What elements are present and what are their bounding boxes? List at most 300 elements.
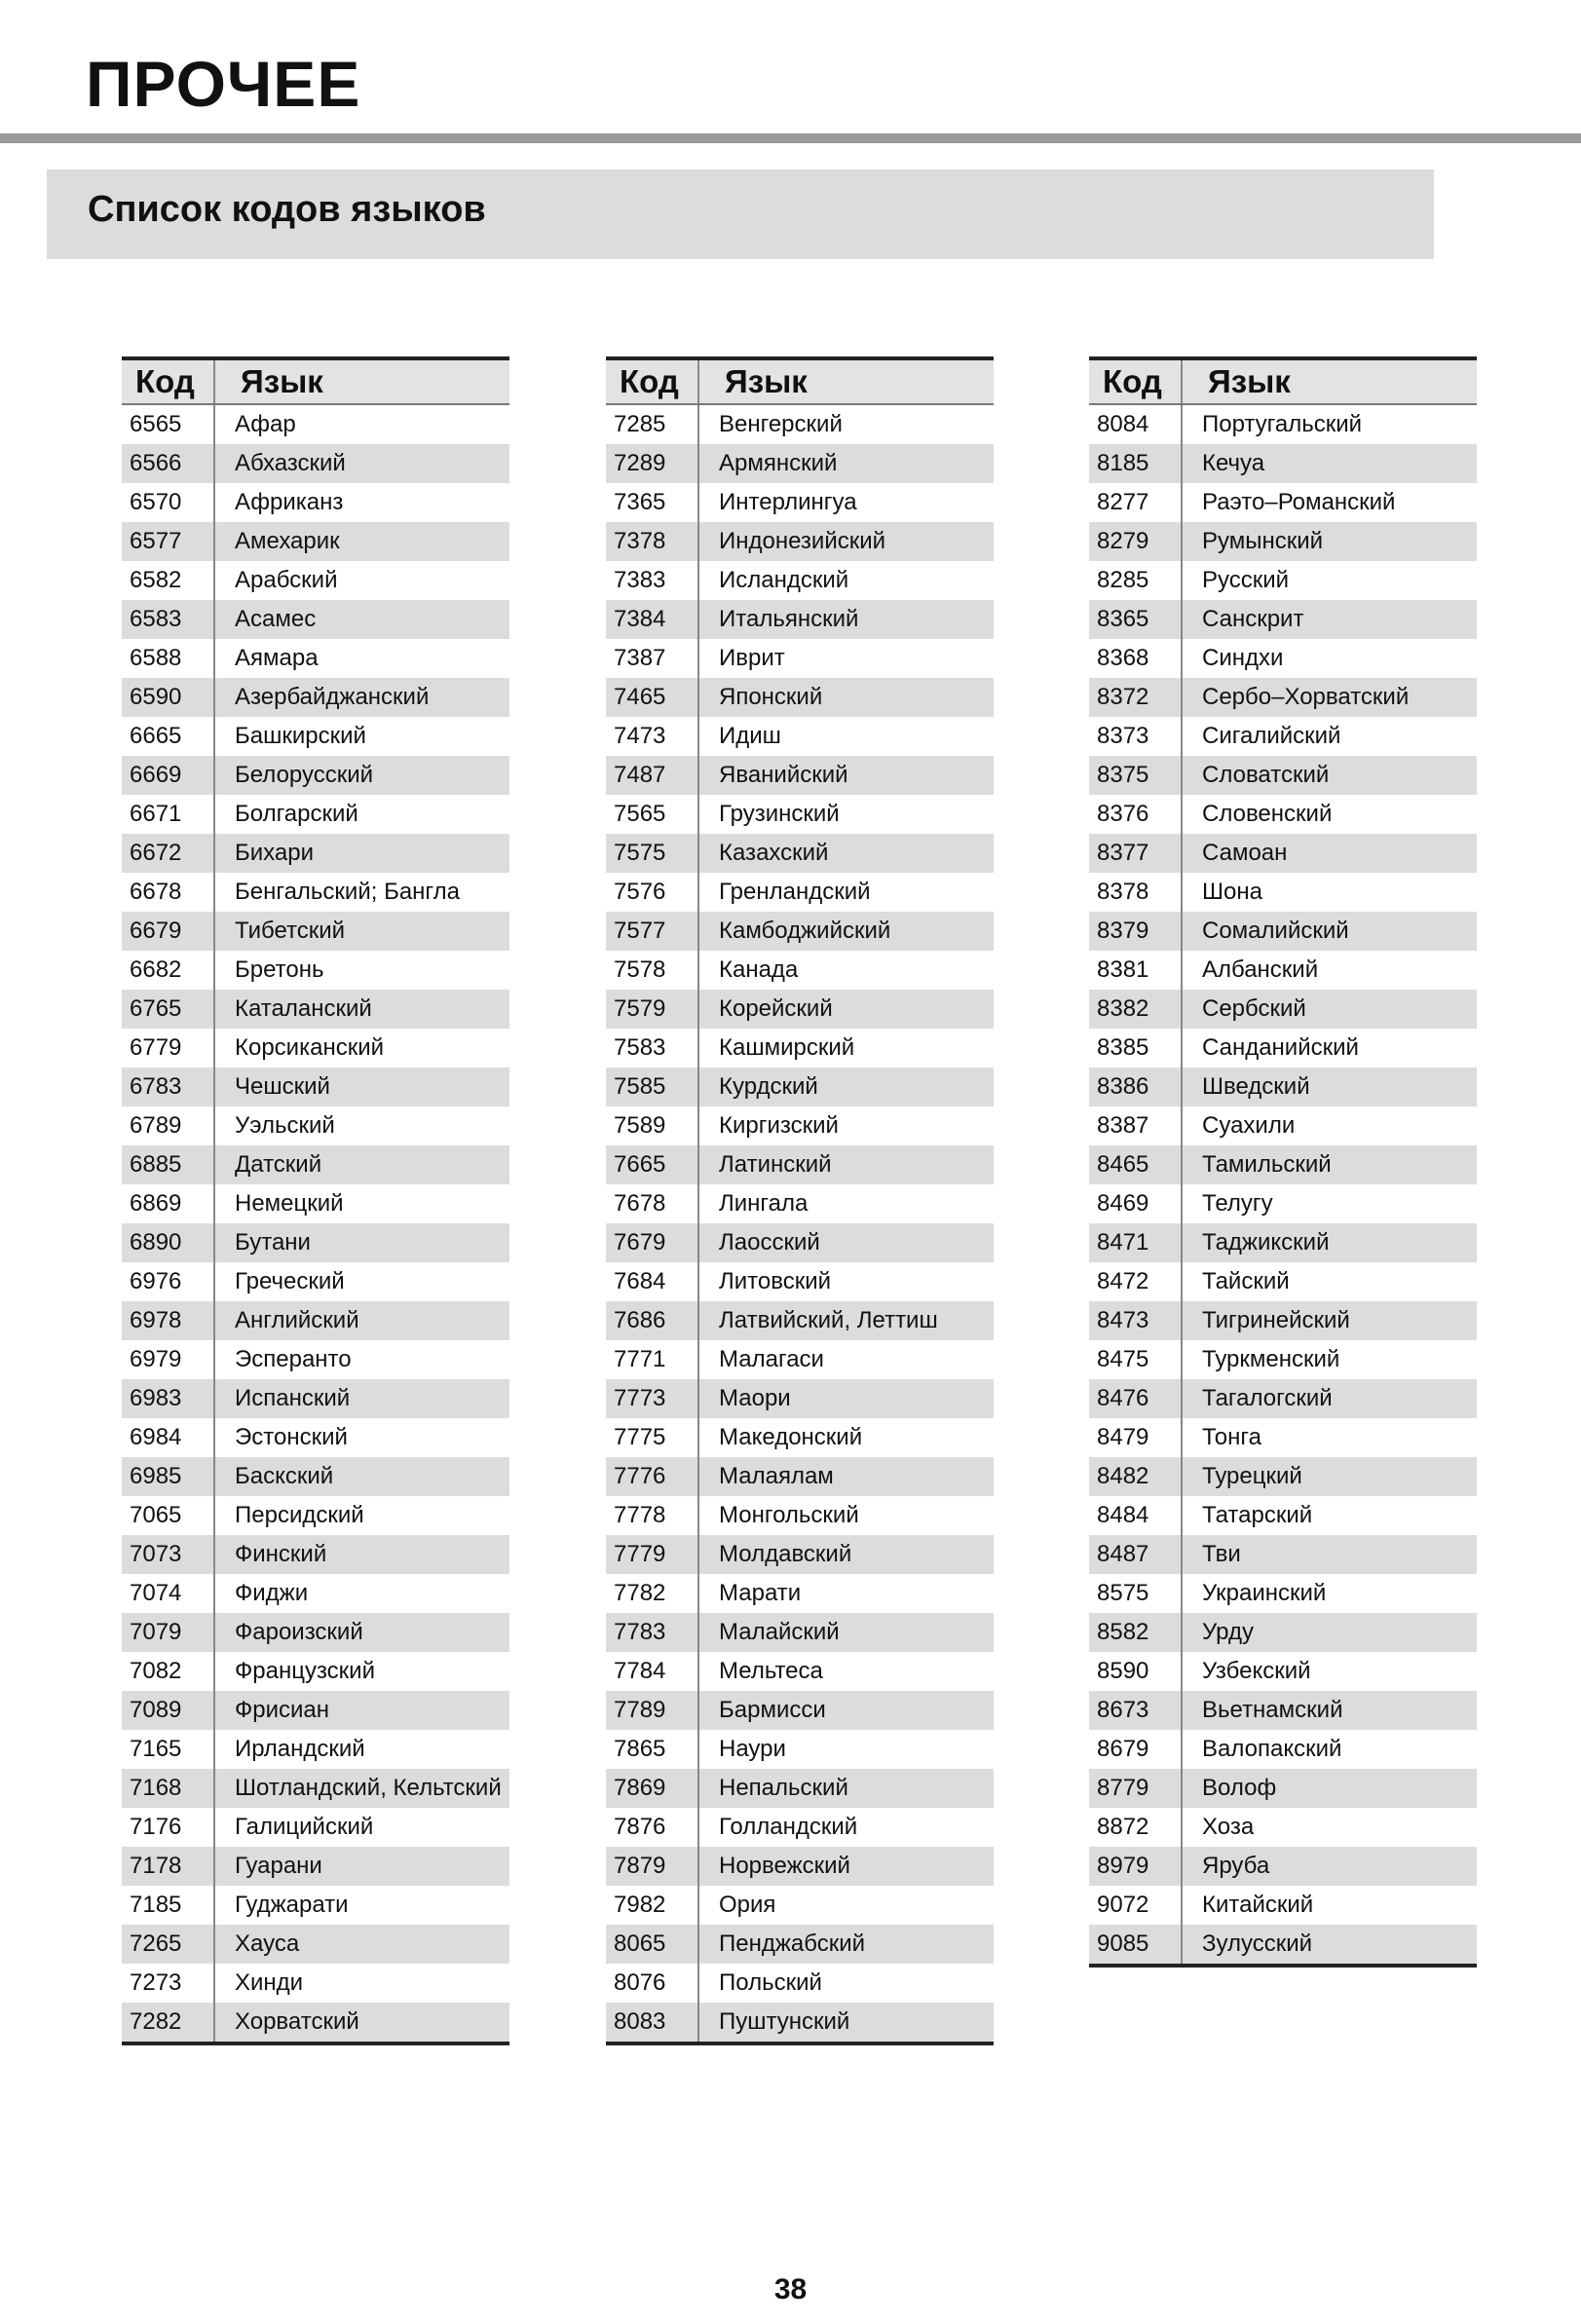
language-code-cell: 6570 <box>122 483 214 522</box>
language-code-cell: 6577 <box>122 522 214 561</box>
language-name-cell: Пенджабский <box>698 1925 994 1964</box>
table-row <box>606 444 994 483</box>
language-name-cell: Иврит <box>719 645 785 671</box>
language-code-cell: 6682 <box>122 951 214 990</box>
table-row <box>606 404 994 444</box>
language-name-cell: Тибетский <box>214 912 509 951</box>
language-name-cell: Словенский <box>1202 801 1333 827</box>
language-code-cell: 7778 <box>606 1496 698 1535</box>
table-row <box>1089 1262 1477 1301</box>
language-code-cell: 6588 <box>122 639 214 678</box>
language-code-cell: 8476 <box>1089 1379 1182 1418</box>
language-name-cell: Финский <box>214 1535 509 1574</box>
language-name-cell: Венгерский <box>719 411 843 437</box>
language-code-cell: 7387 <box>606 639 698 678</box>
language-code-cell: 7684 <box>606 1262 698 1301</box>
table-row <box>122 1068 509 1106</box>
language-name-cell: Португальский <box>1202 411 1363 437</box>
table-row <box>1089 1029 1477 1068</box>
language-name-cell: Норвежский <box>698 1847 994 1886</box>
table-row <box>1089 404 1477 444</box>
table-row <box>606 1847 994 1886</box>
language-name-cell: Суахили <box>1202 1112 1296 1139</box>
table-row <box>122 795 509 834</box>
table-row <box>1089 1769 1477 1808</box>
language-name-cell: Бутани <box>214 1223 509 1262</box>
language-name-cell: Армянский <box>698 444 994 483</box>
table-row <box>606 1029 994 1068</box>
table-row <box>1089 483 1477 522</box>
language-code-cell: 7665 <box>606 1145 698 1184</box>
language-code-cell: 6669 <box>122 756 214 795</box>
language-code-cell: 8979 <box>1089 1847 1182 1886</box>
table-row <box>122 1379 509 1418</box>
language-code-cell: 7869 <box>606 1769 698 1808</box>
language-code-cell: 7089 <box>122 1691 214 1730</box>
language-name-cell: Киргизский <box>719 1112 839 1139</box>
language-name-cell: Туркменский <box>1202 1346 1340 1372</box>
language-code-cell: 7678 <box>606 1184 698 1223</box>
language-name-cell: Кашмирский <box>719 1034 855 1061</box>
table-row <box>1089 951 1477 990</box>
table-row <box>122 1145 509 1184</box>
language-name-cell: Сербский <box>1182 990 1477 1029</box>
language-code-cell: 8378 <box>1089 873 1182 912</box>
language-code-cell: 6885 <box>122 1145 214 1184</box>
language-code-cell: 7168 <box>122 1769 214 1808</box>
language-code-cell: 7576 <box>606 873 698 912</box>
table-row <box>606 1457 994 1496</box>
language-column-header: Язык <box>698 358 994 404</box>
table-row <box>606 1106 994 1145</box>
table-row <box>1089 678 1477 717</box>
table-row <box>1089 1457 1477 1496</box>
language-name-cell: Узбекский <box>1202 1658 1311 1684</box>
table-row <box>606 1379 994 1418</box>
language-code-cell: 7784 <box>606 1652 698 1691</box>
language-code-cell: 6779 <box>122 1029 214 1068</box>
language-name-cell: Непальский <box>698 1769 994 1808</box>
table-row <box>122 1106 509 1145</box>
language-code-cell: 8779 <box>1089 1769 1182 1808</box>
language-code-cell: 8575 <box>1089 1574 1182 1613</box>
table-row <box>122 1652 509 1691</box>
table-row <box>606 756 994 795</box>
language-code-cell: 7575 <box>606 834 698 873</box>
table-row <box>122 1886 509 1925</box>
language-code-cell: 6583 <box>122 600 214 639</box>
language-code-cell: 6590 <box>122 678 214 717</box>
language-name-cell: Турецкий <box>1182 1457 1477 1496</box>
code-column-header: Код <box>1089 358 1182 404</box>
table-row <box>122 1301 509 1340</box>
table-row <box>1089 1068 1477 1106</box>
table-row <box>122 678 509 717</box>
language-code-cell: 6984 <box>122 1418 214 1457</box>
table-row <box>1089 1652 1477 1691</box>
language-code-cell: 7384 <box>606 600 698 639</box>
table-row <box>606 873 994 912</box>
table-row <box>122 483 509 522</box>
language-name-cell: Азербайджанский <box>214 678 509 717</box>
language-code-cell: 7273 <box>122 1964 214 2003</box>
language-name-cell: Уэльский <box>235 1112 335 1139</box>
table-row <box>606 1925 994 1964</box>
language-name-cell: Греческий <box>235 1268 345 1294</box>
language-code-cell: 8279 <box>1089 522 1182 561</box>
language-name-cell: Хинди <box>235 1969 304 1996</box>
language-name-cell: Словатский <box>1182 756 1477 795</box>
language-code-cell: 8372 <box>1089 678 1182 717</box>
language-code-cell: 6869 <box>122 1184 214 1223</box>
table-row <box>122 951 509 990</box>
table-row <box>1089 639 1477 678</box>
language-name-cell: Тагалогский <box>1182 1379 1477 1418</box>
language-code-cell: 7577 <box>606 912 698 951</box>
language-code-cell: 8083 <box>606 2003 698 2043</box>
language-code-cell: 8471 <box>1089 1223 1182 1262</box>
table-row <box>606 1145 994 1184</box>
language-name-cell: Японский <box>698 678 994 717</box>
language-code-cell: 8277 <box>1089 483 1182 522</box>
language-name-cell: Зулусский <box>1182 1925 1477 1966</box>
table-row <box>1089 795 1477 834</box>
language-code-cell: 7185 <box>122 1886 214 1925</box>
language-code-cell: 7773 <box>606 1379 698 1418</box>
language-name-cell: Каталанский <box>214 990 509 1029</box>
language-code-cell: 6566 <box>122 444 214 483</box>
language-name-cell: Украинский <box>1202 1580 1327 1606</box>
table-row <box>606 951 994 990</box>
table-row <box>1089 1223 1477 1262</box>
language-name-cell: Хоза <box>1202 1814 1255 1840</box>
language-name-cell: Амехарик <box>214 522 509 561</box>
table-row <box>122 1925 509 1964</box>
language-name-cell: Марати <box>719 1580 802 1606</box>
table-row <box>606 600 994 639</box>
language-code-cell: 7082 <box>122 1652 214 1691</box>
language-name-cell: Африканз <box>235 489 344 515</box>
language-code-cell: 7579 <box>606 990 698 1029</box>
language-name-cell: Литовский <box>719 1268 832 1294</box>
language-name-cell: Арабский <box>235 567 338 593</box>
table-row <box>606 1886 994 1925</box>
language-name-cell: Наури <box>719 1736 786 1762</box>
language-code-cell: 7789 <box>606 1691 698 1730</box>
language-code-cell: 8484 <box>1089 1496 1182 1535</box>
language-name-cell: Казахский <box>698 834 994 873</box>
language-name-cell: Исландский <box>719 567 849 593</box>
language-name-cell: Лаосский <box>698 1223 994 1262</box>
language-name-cell: Афар <box>235 411 296 437</box>
language-code-cell: 8084 <box>1089 404 1182 444</box>
table-row <box>606 1301 994 1340</box>
language-name-cell: Гуджарати <box>235 1892 349 1918</box>
table-row <box>1089 1418 1477 1457</box>
table-row <box>122 1769 509 1808</box>
language-name-cell: Лингала <box>719 1190 809 1217</box>
language-code-cell: 6789 <box>122 1106 214 1145</box>
table-row <box>606 795 994 834</box>
language-name-cell: Малагаси <box>719 1346 824 1372</box>
language-name-cell: Фароизский <box>214 1613 509 1652</box>
language-name-cell: Кечуа <box>1182 444 1477 483</box>
language-name-cell: Болгарский <box>235 801 358 827</box>
language-code-cell: 8386 <box>1089 1068 1182 1106</box>
language-code-cell: 6678 <box>122 873 214 912</box>
language-name-cell: Курдский <box>698 1068 994 1106</box>
language-code-cell: 7079 <box>122 1613 214 1652</box>
language-name-cell: Санскрит <box>1182 600 1477 639</box>
language-code-cell: 7578 <box>606 951 698 990</box>
table-row <box>606 1068 994 1106</box>
language-name-cell: Итальянский <box>698 600 994 639</box>
table-row <box>1089 1808 1477 1847</box>
language-code-cell: 6976 <box>122 1262 214 1301</box>
language-code-cell: 7876 <box>606 1808 698 1847</box>
table-row <box>606 1964 994 2003</box>
language-code-cell: 8469 <box>1089 1184 1182 1223</box>
language-name-cell: Камбоджийский <box>698 912 994 951</box>
table-row <box>1089 834 1477 873</box>
language-code-cell: 6671 <box>122 795 214 834</box>
table-row <box>606 912 994 951</box>
language-code-cell: 6985 <box>122 1457 214 1496</box>
table-row <box>606 561 994 600</box>
table-header-row <box>606 358 994 404</box>
language-name-cell: Эстонский <box>235 1424 348 1450</box>
table-row <box>1089 717 1477 756</box>
table-row <box>122 522 509 561</box>
table-row <box>606 2003 994 2043</box>
code-column-header: Код <box>122 358 214 404</box>
language-name-cell: Асамес <box>214 600 509 639</box>
language-name-cell: Аямара <box>235 645 319 671</box>
language-code-cell: 8487 <box>1089 1535 1182 1574</box>
language-code-cell: 7879 <box>606 1847 698 1886</box>
language-name-cell: Таджикский <box>1182 1223 1477 1262</box>
language-code-cell: 8065 <box>606 1925 698 1964</box>
table-row <box>122 1184 509 1223</box>
language-code-cell: 8479 <box>1089 1418 1182 1457</box>
section-title: Список кодов языков <box>88 189 486 230</box>
language-name-cell: Галицийский <box>235 1814 374 1840</box>
language-name-cell: Белорусский <box>214 756 509 795</box>
table-header-row <box>1089 358 1477 404</box>
language-name-cell: Самоан <box>1182 834 1477 873</box>
table-row <box>1089 1145 1477 1184</box>
language-name-cell: Хорватский <box>214 2003 509 2043</box>
language-code-cell: 6679 <box>122 912 214 951</box>
language-name-cell: Тамильский <box>1182 1145 1477 1184</box>
table-row <box>606 1730 994 1769</box>
language-code-cell: 8381 <box>1089 951 1182 990</box>
language-name-cell: Мельтеса <box>719 1658 823 1684</box>
language-name-cell: Молдавский <box>698 1535 994 1574</box>
table-row <box>122 1808 509 1847</box>
language-code-cell: 8482 <box>1089 1457 1182 1496</box>
table-row <box>606 1613 994 1652</box>
table-row <box>122 1691 509 1730</box>
language-code-cell: 7473 <box>606 717 698 756</box>
language-code-cell: 8373 <box>1089 717 1182 756</box>
language-code-cell: 8475 <box>1089 1340 1182 1379</box>
language-name-cell: Фрисиан <box>214 1691 509 1730</box>
language-code-cell: 8365 <box>1089 600 1182 639</box>
language-code-cell: 7775 <box>606 1418 698 1457</box>
table-row <box>122 1964 509 2003</box>
language-code-cell: 8582 <box>1089 1613 1182 1652</box>
table-row <box>606 834 994 873</box>
language-name-cell: Английский <box>214 1301 509 1340</box>
language-name-cell: Гренландский <box>719 879 871 905</box>
language-code-cell: 8076 <box>606 1964 698 2003</box>
language-code-cell: 6979 <box>122 1340 214 1379</box>
language-code-cell: 6582 <box>122 561 214 600</box>
language-name-cell: Тви <box>1182 1535 1477 1574</box>
language-name-cell: Грузинский <box>719 801 840 827</box>
language-name-cell: Яруба <box>1182 1847 1477 1886</box>
language-name-cell: Французский <box>235 1658 375 1684</box>
table-row <box>122 717 509 756</box>
language-name-cell: Персидский <box>235 1502 364 1528</box>
table-row <box>606 1808 994 1847</box>
language-code-cell: 8872 <box>1089 1808 1182 1847</box>
language-code-cell: 7779 <box>606 1535 698 1574</box>
language-name-cell: Чешский <box>214 1068 509 1106</box>
language-name-cell: Малайский <box>698 1613 994 1652</box>
language-name-cell: Урду <box>1182 1613 1477 1652</box>
language-code-cell: 6765 <box>122 990 214 1029</box>
table-row <box>606 1418 994 1457</box>
table-row <box>122 912 509 951</box>
table-row <box>122 1262 509 1301</box>
language-code-cell: 7776 <box>606 1457 698 1496</box>
language-code-cell: 8376 <box>1089 795 1182 834</box>
language-name-cell: Башкирский <box>235 723 366 749</box>
language-name-cell: Сербо–Хорватский <box>1182 678 1477 717</box>
table-row <box>606 1184 994 1223</box>
table-row <box>1089 1184 1477 1223</box>
table-row <box>1089 1535 1477 1574</box>
language-code-cell: 8473 <box>1089 1301 1182 1340</box>
code-column-header: Код <box>606 358 698 404</box>
table-row <box>606 717 994 756</box>
language-name-cell: Абхазский <box>214 444 509 483</box>
language-name-cell: Сигалийский <box>1202 723 1341 749</box>
table-row <box>122 1223 509 1262</box>
language-name-cell: Корсиканский <box>235 1034 385 1061</box>
language-name-cell: Тайский <box>1202 1268 1290 1294</box>
language-code-cell: 7465 <box>606 678 698 717</box>
table-row <box>122 1847 509 1886</box>
language-name-cell: Малаялам <box>698 1457 994 1496</box>
language-code-cell: 6783 <box>122 1068 214 1106</box>
language-name-cell: Волоф <box>1182 1769 1477 1808</box>
table-row <box>122 1340 509 1379</box>
language-name-cell: Санданийский <box>1202 1034 1359 1061</box>
language-code-cell: 7074 <box>122 1574 214 1613</box>
language-name-cell: Идиш <box>719 723 781 749</box>
language-code-cell: 7176 <box>122 1808 214 1847</box>
language-code-cell: 7783 <box>606 1613 698 1652</box>
table-row <box>606 990 994 1029</box>
table-row <box>606 1691 994 1730</box>
language-name-cell: Немецкий <box>235 1190 344 1217</box>
table-row <box>1089 1886 1477 1925</box>
table-row <box>1089 756 1477 795</box>
language-code-table-3 <box>1089 356 1477 1968</box>
language-name-cell: Русский <box>1202 567 1290 593</box>
language-code-cell: 9085 <box>1089 1925 1182 1966</box>
table-row <box>606 1262 994 1301</box>
table-row <box>1089 1730 1477 1769</box>
language-code-cell: 8472 <box>1089 1262 1182 1301</box>
table-row <box>1089 600 1477 639</box>
table-row <box>1089 873 1477 912</box>
language-name-cell: Бармисси <box>698 1691 994 1730</box>
language-name-cell: Тонга <box>1202 1424 1261 1450</box>
language-name-cell: Тигринейский <box>1182 1301 1477 1340</box>
language-name-cell: Ирландский <box>235 1736 365 1762</box>
table-row <box>1089 1301 1477 1340</box>
language-code-cell: 7487 <box>606 756 698 795</box>
language-code-cell: 8185 <box>1089 444 1182 483</box>
language-name-cell: Татарский <box>1202 1502 1313 1528</box>
language-code-cell: 7178 <box>122 1847 214 1886</box>
language-name-cell: Бихари <box>214 834 509 873</box>
language-code-cell: 8377 <box>1089 834 1182 873</box>
table-row <box>1089 1340 1477 1379</box>
language-name-cell: Синдхи <box>1202 645 1284 671</box>
table-row <box>1089 561 1477 600</box>
language-name-cell: Индонезийский <box>698 522 994 561</box>
language-name-cell: Латвийский, Леттиш <box>698 1301 994 1340</box>
language-code-cell: 7589 <box>606 1106 698 1145</box>
table-row <box>606 1652 994 1691</box>
language-code-cell: 7585 <box>606 1068 698 1106</box>
table-row <box>606 522 994 561</box>
language-code-cell: 6890 <box>122 1223 214 1262</box>
language-code-cell: 6665 <box>122 717 214 756</box>
table-row <box>606 1496 994 1535</box>
language-name-cell: Яванийский <box>698 756 994 795</box>
table-row <box>122 1496 509 1535</box>
language-name-cell: Эсперанто <box>235 1346 352 1372</box>
table-row <box>1089 522 1477 561</box>
language-code-cell: 7378 <box>606 522 698 561</box>
table-row <box>122 1418 509 1457</box>
table-row <box>606 1769 994 1808</box>
language-code-cell: 9072 <box>1089 1886 1182 1925</box>
table-row <box>1089 1925 1477 1966</box>
table-row <box>122 1029 509 1068</box>
table-row <box>1089 1613 1477 1652</box>
title-divider <box>0 133 1581 143</box>
table-row <box>122 639 509 678</box>
language-code-cell: 8590 <box>1089 1652 1182 1691</box>
language-name-cell: Шведский <box>1182 1068 1477 1106</box>
language-code-cell: 8465 <box>1089 1145 1182 1184</box>
language-code-cell: 6565 <box>122 404 214 444</box>
language-code-cell: 7073 <box>122 1535 214 1574</box>
table-row <box>1089 1106 1477 1145</box>
table-row <box>606 678 994 717</box>
table-row <box>122 1457 509 1496</box>
language-name-cell: Канада <box>719 956 799 983</box>
language-code-table-2 <box>606 356 994 2045</box>
language-name-cell: Вьетнамский <box>1182 1691 1477 1730</box>
